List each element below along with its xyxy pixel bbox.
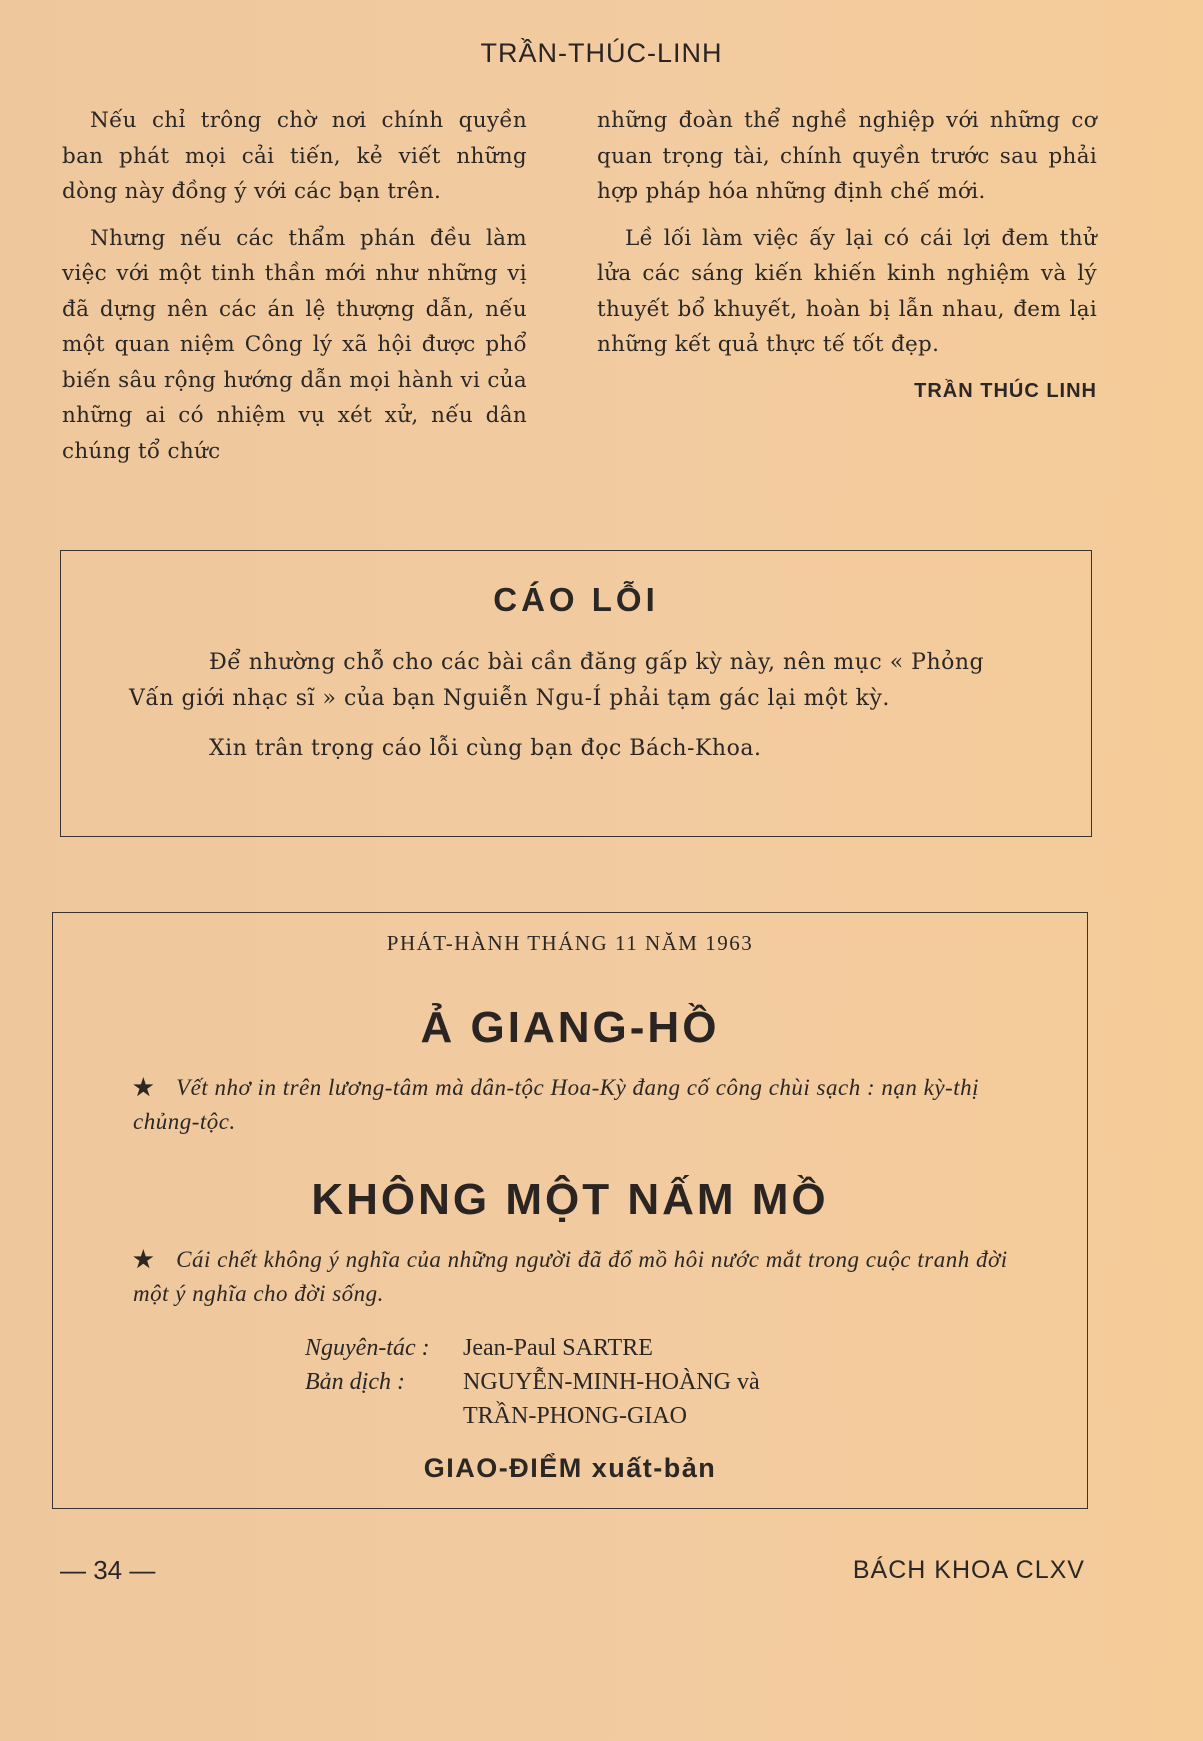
- original-author: Jean-Paul SARTRE: [463, 1335, 653, 1361]
- apology-closing: Xin trân trọng cáo lỗi cùng bạn đọc Bách-Khoa.: [209, 736, 762, 761]
- translation-label: Bản dịch :: [305, 1369, 405, 1395]
- book-advertisement: [52, 912, 1088, 1509]
- book-title-1: Ả GIANG-HỒ: [420, 1003, 720, 1052]
- magazine-issue: BÁCH KHOA CLXV: [852, 1556, 1085, 1584]
- article-paragraph: những đoàn thể nghề nghiệp với những cơ quan trọng tài, chính quyền trước sau phải hợp pháp hóa những định chế mới.: [597, 108, 1097, 204]
- original-label: Nguyên-tác :: [305, 1335, 430, 1361]
- article-paragraph: Nếu chỉ trông chờ nơi chính quyền ban phát mọi cải tiến, kẻ viết những dòng này đồng ý với các bạn trên.: [62, 108, 527, 204]
- apology-box: [60, 550, 1092, 837]
- translator: NGUYỄN-MINH-HOÀNG và: [463, 1369, 760, 1395]
- star-icon: ★: [133, 1247, 155, 1272]
- star-icon: ★: [133, 1075, 155, 1100]
- book-credits: [305, 1331, 760, 1433]
- article-left-column: [62, 103, 527, 480]
- author-signature: TRẦN THÚC LINH: [914, 379, 1097, 402]
- release-date: PHÁT-HÀNH THÁNG 11 NĂM 1963: [386, 931, 754, 955]
- book-description-1: ★ Vết nhơ in trên lương-tâm mà dân-tộc Hoa-Kỳ đang cố công chùi sạch : nạn kỳ-thị chủng-tộc.: [133, 1075, 979, 1134]
- page-number: — 34 —: [60, 1555, 156, 1585]
- book-description-2: ★ Cái chết không ý nghĩa của những người đã đổ mồ hôi nước mắt trong cuộc tranh đời một ý nghĩa cho đời sống.: [133, 1247, 1008, 1306]
- apology-paragraph: Để nhường chỗ cho các bài cần đăng gấp kỳ này, nên mục « Phỏng Vấn giới nhạc sĩ » của bạn Nguiễn Ngu-Í phải tạm gác lại một kỳ.: [129, 650, 985, 711]
- translator: TRẦN-PHONG-GIAO: [463, 1403, 687, 1429]
- apology-title: CÁO LỖI: [493, 581, 659, 618]
- book-title-2: KHÔNG MỘT NẤM MỒ: [311, 1175, 829, 1224]
- apology-text: [129, 645, 1029, 781]
- article-right-column: [597, 103, 1097, 409]
- publisher: GIAO-ĐIỂM xuất-bản: [423, 1453, 717, 1483]
- article-paragraph: Nhưng nếu các thẩm phán đều làm việc với một tinh thần mới như những vị đã dựng nên các án lệ thượng dẫn, nếu một quan niệm Công lý xã hội được phổ biến sâu rộng hướng dẫn mọi hành vi của những ai có nhiệm vụ xét xử, nếu dân chúng tổ chức: [62, 225, 527, 464]
- article-paragraph: Lề lối làm việc ấy lại có cái lợi đem thử lửa các sáng kiến khiến kinh nghiệm và lý thuyết bổ khuyết, hoàn bị lẫn nhau, đem lại những kết quả thực tế tốt đẹp.: [597, 225, 1097, 357]
- running-title: TRẦN-THÚC-LINH: [480, 38, 723, 68]
